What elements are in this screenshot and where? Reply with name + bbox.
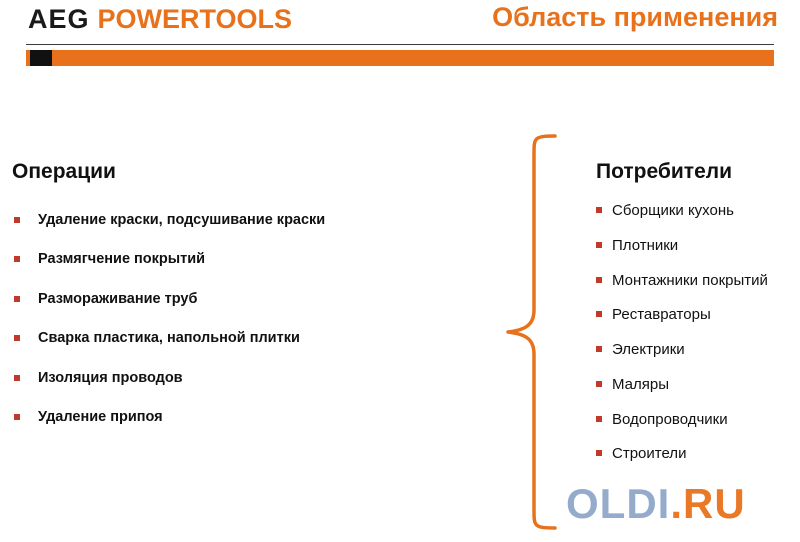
list-item bbox=[12, 370, 482, 387]
bullet-square-icon bbox=[596, 207, 602, 213]
page-header bbox=[0, 0, 800, 78]
list-item-label: Размягчение покрытий bbox=[38, 251, 206, 268]
bullet-square-icon bbox=[596, 346, 602, 352]
list-item bbox=[596, 376, 796, 395]
header-black-marker bbox=[30, 50, 52, 66]
brand-logo bbox=[28, 4, 292, 35]
list-item bbox=[12, 330, 482, 347]
page-title: Область применения bbox=[492, 2, 778, 32]
bullet-square-icon bbox=[596, 416, 602, 422]
list-item bbox=[596, 411, 796, 430]
list-item bbox=[596, 445, 796, 464]
list-item-label: Водопроводчики bbox=[612, 410, 728, 428]
bullet-square-icon bbox=[596, 277, 602, 283]
bullet-square-icon bbox=[14, 296, 20, 302]
bullet-square-icon bbox=[14, 256, 20, 262]
brand-powertools-text: POWERTOOLS bbox=[97, 4, 293, 34]
bullet-square-icon bbox=[14, 217, 20, 223]
header-divider-line bbox=[26, 44, 774, 45]
list-item-label: Удаление краски, подсушивание краски bbox=[38, 212, 326, 228]
list-item bbox=[596, 237, 796, 256]
operations-list bbox=[12, 212, 482, 426]
list-item-label: Маляры bbox=[612, 375, 670, 393]
list-item-label: Реставраторы bbox=[612, 306, 711, 324]
watermark-dot: . bbox=[670, 480, 683, 527]
list-item bbox=[596, 202, 796, 221]
list-item-label: Удаление припоя bbox=[38, 408, 163, 425]
list-item-label: Электрики bbox=[612, 341, 685, 358]
list-item-label: Строители bbox=[612, 445, 687, 463]
list-item bbox=[596, 272, 796, 291]
list-item bbox=[12, 409, 482, 426]
list-item bbox=[596, 341, 796, 360]
consumers-list bbox=[596, 202, 796, 464]
bullet-square-icon bbox=[596, 311, 602, 317]
list-item-label: Сборщики кухонь bbox=[612, 202, 734, 219]
list-item bbox=[12, 291, 482, 308]
curly-brace-icon bbox=[500, 132, 562, 532]
operations-section bbox=[12, 160, 482, 448]
consumers-section bbox=[596, 160, 796, 480]
list-item-label: Плотники bbox=[612, 236, 679, 254]
list-item-label: Размораживание труб bbox=[38, 290, 198, 307]
list-item-label: Сварка пластика, напольной плитки bbox=[38, 330, 300, 347]
watermark bbox=[566, 480, 746, 528]
list-item bbox=[12, 251, 482, 268]
watermark-part1: OLDI bbox=[566, 480, 671, 527]
list-item bbox=[596, 306, 796, 325]
watermark-part2: RU bbox=[683, 480, 746, 527]
operations-title: Операции bbox=[12, 160, 116, 183]
bullet-square-icon bbox=[14, 375, 20, 381]
bullet-square-icon bbox=[596, 450, 602, 456]
bullet-square-icon bbox=[596, 381, 602, 387]
brand-aeg-text: AEG bbox=[28, 4, 90, 34]
header-orange-bar bbox=[26, 50, 774, 66]
bullet-square-icon bbox=[14, 414, 20, 420]
consumers-title: Потребители bbox=[596, 160, 733, 183]
bullet-square-icon bbox=[14, 335, 20, 341]
bullet-square-icon bbox=[596, 242, 602, 248]
list-item bbox=[12, 212, 482, 229]
list-item-label: Изоляция проводов bbox=[38, 369, 183, 386]
list-item-label: Монтажники покрытий bbox=[612, 271, 768, 289]
